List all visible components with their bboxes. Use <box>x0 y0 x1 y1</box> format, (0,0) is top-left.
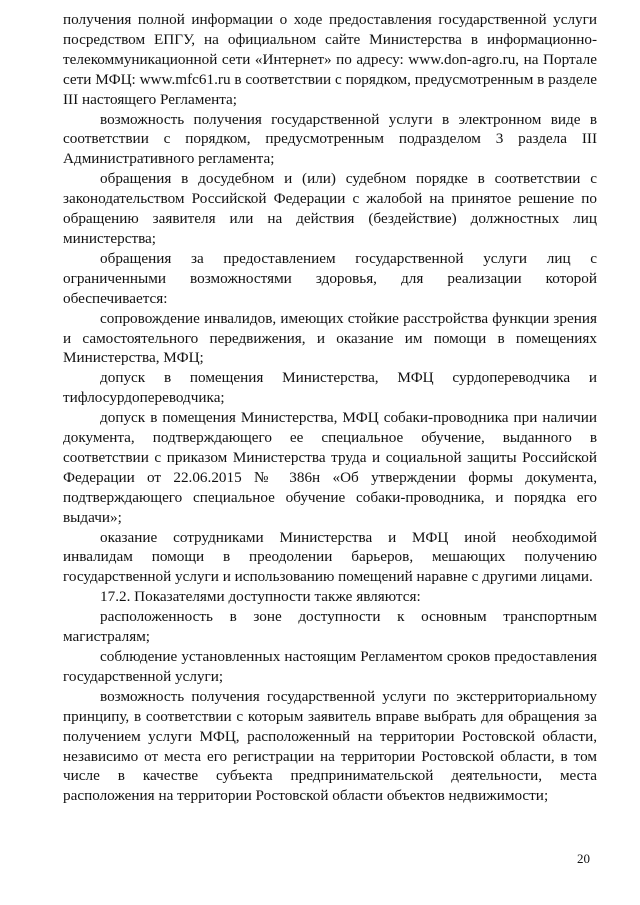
paragraph-guide-dog: допуск в помещения Министерства, МФЦ собаки-проводника при наличии документа, подтверждающего ее специальное обучение, выданного в соответствии с приказом Министерства труда и социальной защиты Российской Федерации от 22.06.2015 № 386н «Об утверждении формы документа, подтверждающего специальное обучение собаки-проводника, и порядка его выдачи»; <box>63 409 597 526</box>
document-body <box>63 10 597 806</box>
paragraph-info-channels: получения полной информации о ходе предоставления государственной услуги посредством ЕПГУ, на официальном сайте Министерства в информационно-телекоммуникационной сети «Интернет» по адресу: www.don-agro.ru, на Портале сети МФЦ: www.mfc61.ru в соответствии с порядком, предусмотренным в разделе III настоящего Регламента; <box>63 11 597 108</box>
paragraph-disabled-access: обращения за предоставлением государственной услуги лиц с ограниченными возможностями здоровья, для реализации которой обеспечивается: <box>63 249 597 307</box>
paragraph-transport-access: расположенность в зоне доступности к основным транспортным магистралям; <box>63 608 597 646</box>
paragraph-section-heading: 17.2. Показателями доступности также являются: <box>100 588 421 606</box>
paragraph-electronic-service: возможность получения государственной услуги в электронном виде в соответствии с порядком, предусмотренным подразделом 3 раздела III Административного регламента; <box>63 110 597 168</box>
paragraph-deadlines: соблюдение установленных настоящим Регламентом сроков предоставления государственной услуги; <box>63 648 597 685</box>
paragraph-escort-assistance: сопровождение инвалидов, имеющих стойкие расстройства функции зрения и самостоятельного передвижения, и оказание им помощи в помещениях Министерства, МФЦ; <box>63 309 597 367</box>
paragraph-sign-interpreter: допуск в помещения Министерства, МФЦ сурдопереводчика и тифлосурдопереводчика; <box>63 369 597 407</box>
paragraph-appeal-procedure: обращения в досудебном и (или) судебном порядке в соответствии с законодательством Российской Федерации с жалобой на принятое решение по обращению заявителя или на действия (бездействие) должностных лиц министерства; <box>63 170 597 247</box>
paragraph-staff-assistance: оказание сотрудниками Министерства и МФЦ иной необходимой инвалидам помощи в преодолении барьеров, мешающих получению государственной услуги и использованию помещений наравне с другими лицами. <box>63 528 597 586</box>
page-number: 20 <box>577 851 590 866</box>
paragraph-extraterritorial: возможность получения государственной услуги по экстерриториальному принципу, в соответствии с которым заявитель вправе выбрать для обращения за получением услуги МФЦ, расположенный на территории Ростовской области, независимо от места его регистрации на территории Ростовской области, в том числе в качестве субъекта предпринимательской деятельности, места расположения на территории Ростовской области объектов недвижимости; <box>63 687 597 805</box>
